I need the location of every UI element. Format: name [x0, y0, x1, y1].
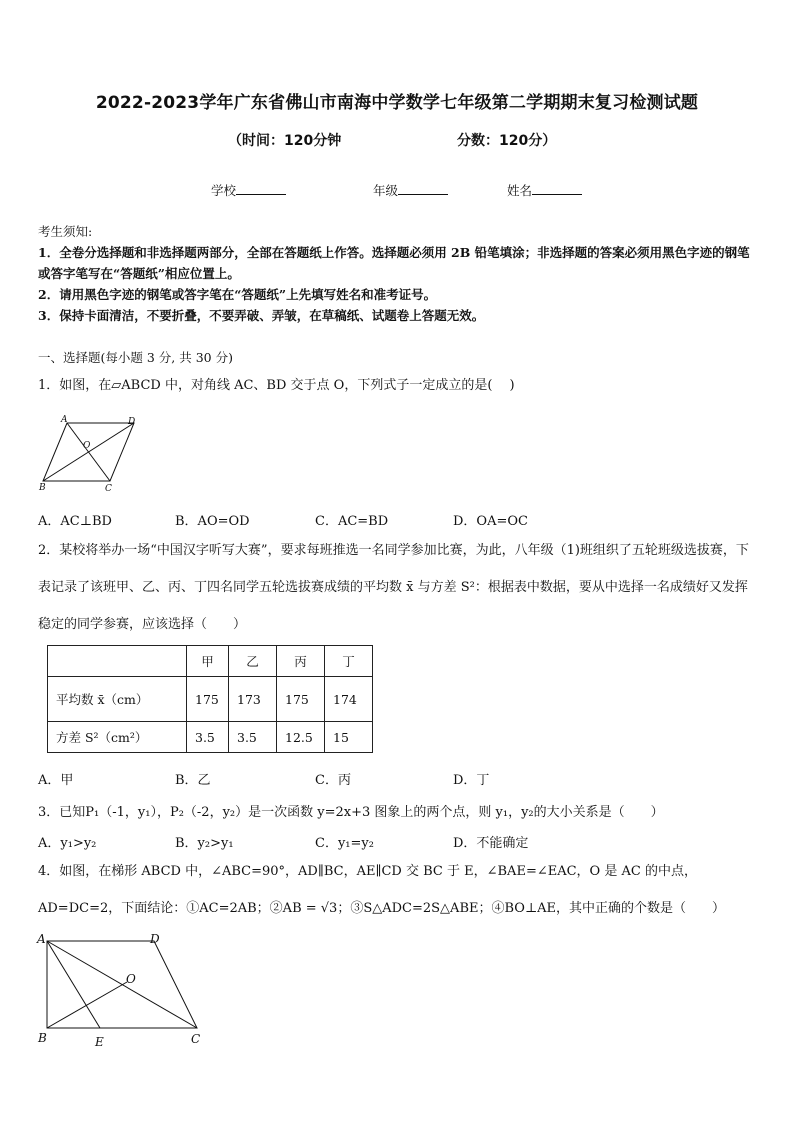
table-header-cell	[48, 646, 187, 677]
table-cell: 175	[277, 677, 325, 722]
table-row	[48, 722, 373, 753]
score-table	[47, 645, 373, 753]
note-item-2: 2．请用黑色字迹的钢笔或答字笔在“答题纸”上先填写姓名和准考证号。	[38, 287, 437, 302]
table-cell: 174	[325, 677, 373, 722]
table-cell: 173	[229, 677, 277, 722]
q4-label-e: E	[95, 1035, 104, 1049]
school-field	[211, 181, 286, 199]
grade-blank	[398, 182, 448, 195]
name-label: 姓名	[507, 183, 533, 198]
q1-option-d: D．OA=OC	[453, 514, 528, 529]
grade-field	[373, 181, 448, 199]
school-blank	[236, 182, 286, 195]
total-score: 分数：120分）	[457, 133, 557, 149]
question-1: 1．如图，在▱ABCD 中，对角线 AC、BD 交于点 O，下列式子一定成立的是( )	[38, 378, 515, 393]
trapezoid-figure	[34, 930, 214, 1050]
table-cell: 平均数 x̄（cm）	[48, 677, 187, 722]
q4-label-a: A	[37, 932, 46, 946]
q1-option-b: B．AO=OD	[175, 514, 250, 529]
q1-label-b: B	[39, 483, 46, 493]
note-item-1: 1．全卷分选择题和非选择题两部分，全部在答题纸上作答。选择题必须用 2B 铅笔填涂；非选择题的答案必须用黑色字迹的钢笔或答字笔写在“答题纸”相应位置上。	[38, 245, 750, 281]
parallelogram-figure	[34, 413, 144, 495]
q1-label-c: C	[105, 484, 112, 494]
q1-option-a: A．AC⊥BD	[38, 514, 112, 529]
table-cell: 方差 S²（cm²）	[48, 722, 187, 753]
question-4: 4．如图，在梯形 ABCD 中，∠ABC=90°，AD∥BC，AE∥CD 交 BC 于 E，∠BAE=∠EAC，O 是 AC 的中点，AD=DC=2，下面结论：①AC=2AB；②AB = √3；③S△ADC=2S△ABE；④BO⊥AE，其中正确的个数是（ ）	[38, 864, 726, 916]
q2-option-c: C．丙	[315, 773, 351, 788]
diagonal-bd	[43, 423, 134, 481]
name-blank	[532, 182, 582, 195]
q1-label-d: D	[128, 417, 136, 427]
school-label: 学校	[211, 183, 237, 198]
q3-option-a: A．y₁>y₂	[38, 836, 97, 851]
time-limit: （时间：120分钟	[228, 133, 342, 149]
q3-option-d: D．不能确定	[453, 836, 529, 851]
segment-ae	[47, 941, 100, 1028]
notes-heading: 考生须知:	[38, 224, 93, 239]
q4-label-b: B	[38, 1031, 47, 1045]
q4-label-c: C	[191, 1032, 201, 1046]
exam-notes	[38, 221, 760, 326]
table-header-cell: 丁	[325, 646, 373, 677]
section-heading: 一、选择题(每小题 3 分, 共 30 分)	[38, 350, 233, 365]
table-cell: 3.5	[229, 722, 277, 753]
table-header-cell: 乙	[229, 646, 277, 677]
q2-option-b: B．乙	[175, 773, 211, 788]
page-title: 2022-2023学年广东省佛山市南海中学数学七年级第二学期期末复习检测试题	[95, 93, 699, 113]
table-cell: 15	[325, 722, 373, 753]
table-row	[48, 677, 373, 722]
q1-label-o: O	[83, 441, 91, 451]
segment-bo	[47, 982, 127, 1028]
question-3: 3．已知P₁（-1，y₁），P₂（-2，y₂）是一次函数 y=2x+3 图象上的两个点，则 y₁，y₂的大小关系是（ ）	[38, 805, 664, 820]
q3-option-c: C．y₁=y₂	[315, 836, 374, 851]
table-row	[48, 646, 373, 677]
question-2: 2．某校将举办一场“中国汉字听写大赛”，要求每班推选一名同学参加比赛，为此，八年级（1)班组织了五轮班级选拔赛，下表记录了该班甲、乙、丙、丁四名同学五轮选拔赛成绩的平均数 x̄ 与方差 S²：根据表中数据，要从中选择一名成绩好又发挥稳定的同学参赛，应该选择（ ）	[38, 543, 749, 632]
q1-label-a: A	[61, 415, 68, 425]
table-cell: 12.5	[277, 722, 325, 753]
q1-option-c: C．AC=BD	[315, 514, 389, 529]
name-field	[507, 181, 582, 199]
note-item-3: 3．保持卡面清洁，不要折叠，不要弄破、弄皱，在草稿纸、试题卷上答题无效。	[38, 308, 485, 323]
q2-option-d: D．丁	[453, 773, 490, 788]
q4-label-d: D	[150, 932, 160, 946]
table-header-cell: 丙	[277, 646, 325, 677]
q3-option-b: B．y₂>y₁	[175, 836, 234, 851]
table-header-cell: 甲	[187, 646, 229, 677]
q2-option-a: A．甲	[38, 773, 74, 788]
q4-label-o: O	[126, 972, 136, 986]
table-cell: 175	[187, 677, 229, 722]
table-cell: 3.5	[187, 722, 229, 753]
grade-label: 年级	[373, 183, 399, 198]
